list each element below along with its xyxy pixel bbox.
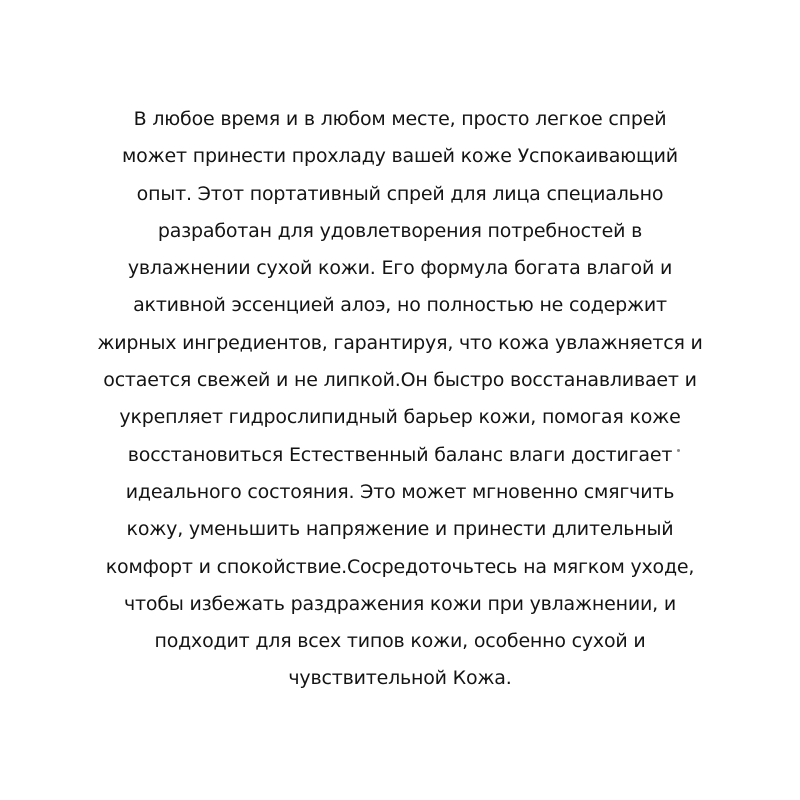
description-line: может принести прохладу вашей коже Успокаивающий xyxy=(122,145,678,168)
description-line: чтобы избежать раздражения кожи при увлажнении, и xyxy=(124,592,676,615)
description-line: В любое время и в любом месте, просто легкое спрей xyxy=(133,108,667,130)
description-line: жирных ингредиентов, гарантируя, что кожа увлажняется и xyxy=(97,331,703,354)
product-description xyxy=(40,101,760,698)
description-line: остается свежей и не липкой.Он быстро восстанавливает и xyxy=(103,369,697,392)
description-line: разработан для удовлетворения потребностей в xyxy=(157,219,643,242)
description-line: активной эссенцией алоэ, но полностью не содержит xyxy=(133,294,667,317)
description-line: увлажнении сухой кожи. Его формула богата влагой и xyxy=(127,257,673,280)
description-line: чувствительной Кожа. xyxy=(288,667,512,690)
dust-speck xyxy=(677,449,680,452)
description-line: кожу, уменьшить напряжение и принести длительный xyxy=(126,518,674,541)
description-line: комфорт и спокойствие.Сосредоточьтесь на мягком уходе, xyxy=(105,555,695,578)
description-line: подходит для всех типов кожи, особенно сухой и xyxy=(154,630,646,653)
description-line: укрепляет гидрослипидный барьер кожи, помогая коже xyxy=(119,406,681,429)
description-line: восстановиться Естественный баланс влаги достигает xyxy=(127,443,673,466)
description-line: идеального состояния. Это может мгновенно смягчить xyxy=(125,480,675,503)
description-line: опыт. Этот портативный спрей для лица специально xyxy=(136,182,664,205)
